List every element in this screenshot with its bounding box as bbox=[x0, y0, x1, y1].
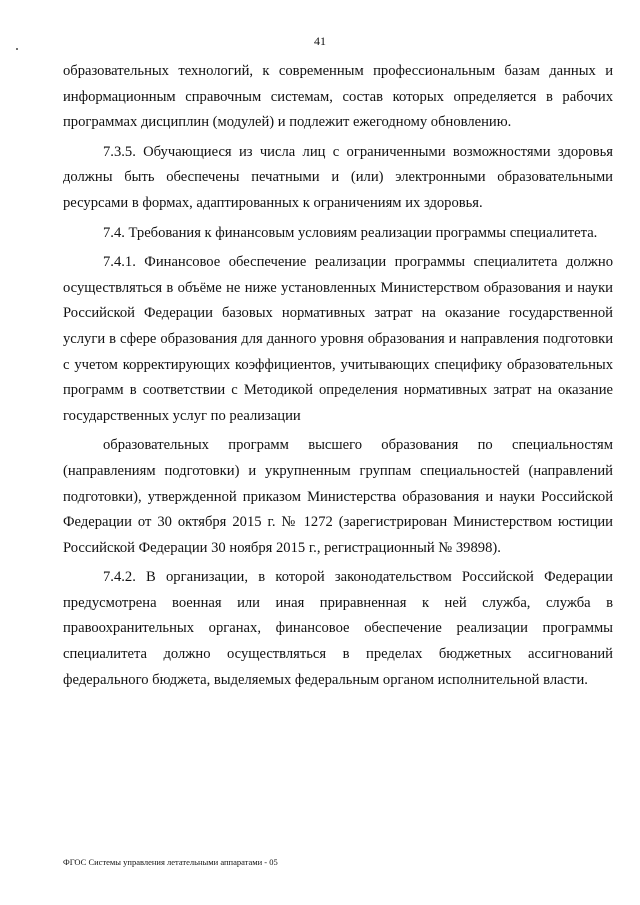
paragraph-7-3-5: 7.3.5. Обучающиеся из числа лиц с ограниченными возможностями здоровья должны быть обеспечены печатными и (или) электронными образовательными ресурсами в формах, адаптированных к ограничениям их здоровья. bbox=[63, 143, 613, 211]
paragraph-continuation: образовательных технологий, к современным профессиональным базам данных и информационным справочным системам, состав которых определяется в рабочих программах дисциплин (модулей) и подлежит ежегодному обновлению. bbox=[63, 63, 613, 131]
paragraph-7-4-2: 7.4.2. В организации, в которой законодательством Российской Федерации предусмотрена военная или иная приравненная к ней служба, служба в правоохранительных органах, финансовое обеспечение реализации программы специалитета должно осуществляться в пределах бюджетных ассигнований федерального бюджета, выделяемых федеральным органом исполнительной власти. bbox=[63, 569, 613, 688]
paragraph-7-4-1: 7.4.1. Финансовое обеспечение реализации программы специалитета должно осуществляться в объёме не ниже установленных Министерством образования и науки Российской Федерации базовых нормативных затрат на оказание государственной услуги в сфере образования для данного уровня образования и направления подготовки с учетом корректирующих коэффициентов, учитывающих специфику образовательных программ в соответствии с Методикой определения нормативных затрат на оказание государственных услуг по реализации bbox=[63, 254, 613, 424]
paragraph-7-4-heading: 7.4. Требования к финансовым условиям реализации программы специалитета. bbox=[103, 224, 598, 241]
page-number: 41 bbox=[314, 34, 326, 48]
document-footer: ФГОС Системы управления летательными аппаратами - 05 bbox=[63, 857, 278, 867]
document-body bbox=[63, 59, 613, 693]
paragraph-7-4-1-continued: образовательных программ высшего образования по специальностям (направлениям подготовки) и укрупненным группам специальностей (направлений подготовки), утвержденной приказом Министерства образования и науки Российской Федерации от 30 октября 2015 г. № 1272 (зарегистрирован Министерством юстиции Российской Федерации 30 ноября 2015 г., регистрационный № 39898). bbox=[63, 437, 613, 556]
